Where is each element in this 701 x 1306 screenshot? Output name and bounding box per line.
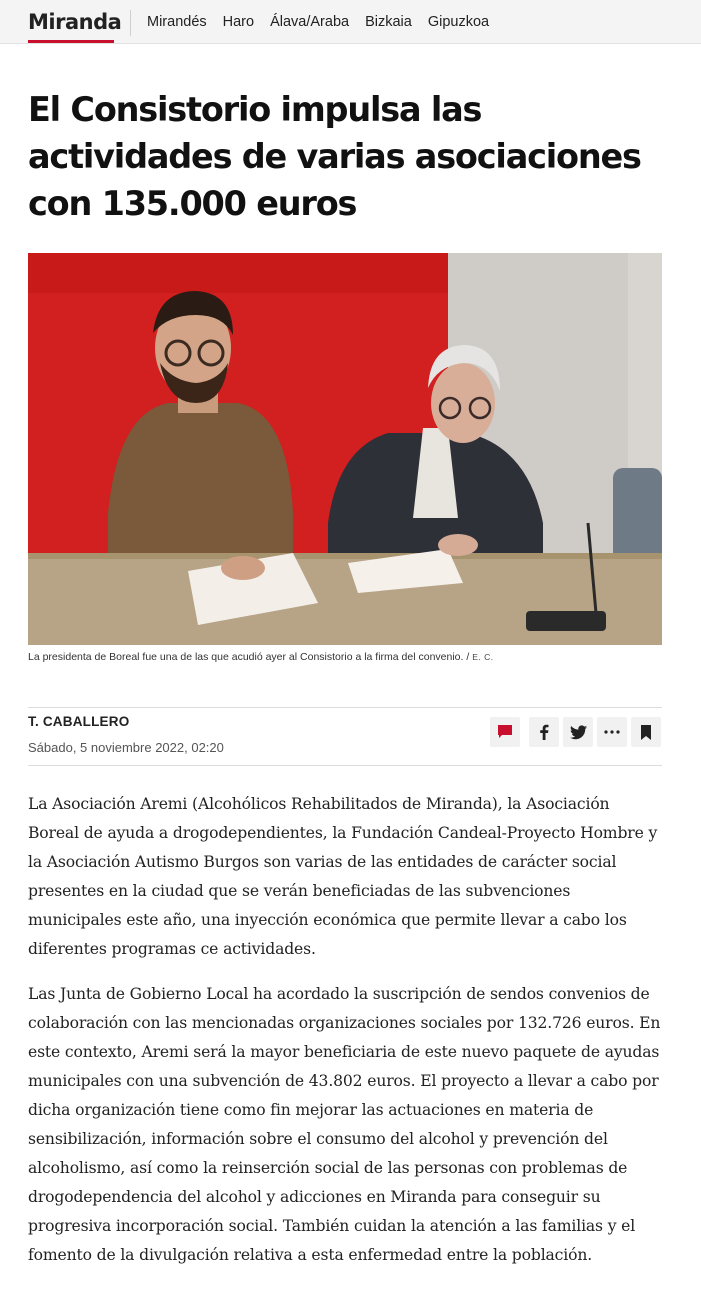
top-navigation (0, 0, 701, 44)
nav-links (147, 14, 505, 30)
section-label[interactable]: Miranda (28, 10, 122, 34)
comment-button[interactable] (490, 717, 520, 747)
more-icon (604, 730, 620, 734)
nav-link-mirandes[interactable]: Mirandés (147, 14, 207, 30)
article-paragraph: La Asociación Aremi (Alcohólicos Rehabilitados de Miranda), la Asociación Boreal de ayuda a drogodependientes, la Fundación Candeal-Proyecto Hombre y la Asociación Autismo Burgos son varias de las entidades de carácter social presentes en la ciudad que se verán beneficiadas de las subvenciones municipales este año, una inyección económica que permite llevar a cabo los diferentes programas ce actividades. (28, 795, 658, 958)
article-photo[interactable] (28, 253, 662, 645)
bookmark-icon (640, 725, 652, 740)
twitter-share-button[interactable] (563, 717, 593, 747)
photo-caption (28, 651, 678, 663)
nav-divider (130, 10, 131, 36)
section-link[interactable] (28, 7, 121, 43)
nav-link-haro[interactable]: Haro (222, 14, 255, 30)
byline-bottom-rule (28, 765, 662, 766)
more-options-button[interactable] (597, 717, 627, 747)
article-author[interactable]: T. CABALLERO (28, 714, 130, 729)
nav-link-bizkaia[interactable]: Bizkaia (365, 14, 412, 30)
byline-top-rule (28, 707, 662, 708)
nav-link-alava[interactable]: Álava/Araba (270, 14, 350, 30)
article-headline: El Consistorio impulsa las actividades de varias asociaciones con 135.000 euros (28, 90, 641, 223)
bookmark-button[interactable] (631, 717, 661, 747)
caption-text: La presidenta de Boreal fue una de las que acudió ayer al Consistorio a la firma del convenio. / (28, 651, 470, 663)
comment-icon (497, 724, 513, 740)
article-date: Sábado, 5 noviembre 2022, 02:20 (28, 740, 224, 755)
facebook-icon (537, 724, 551, 740)
twitter-icon (570, 725, 587, 740)
photo-illustration (28, 253, 662, 645)
section-underline (28, 40, 114, 43)
photo-credit: E. C. (472, 652, 494, 662)
nav-link-gipuzkoa[interactable]: Gipuzkoa (427, 14, 490, 30)
article-paragraph: Las Junta de Gobierno Local ha acordado la suscripción de sendos convenios de colaboración con las mencionadas organizaciones sociales por 132.726 euros. En este contexto, Aremi será la mayor beneficiaria de este nuevo paquete de ayudas municipales con una subvención de 43.802 euros. El proyecto a llevar a cabo por dicha organización tiene como fin mejorar las actuaciones en materia de sensibilización, información sobre el consumo del alcohol y prevención del alcoholismo, así como la reinserción social de las personas con problemas de drogodependencia del alcohol y adicciones en Miranda para conseguir su progresiva incorporación social. También cuidan la atención a las familias y el fomento de la divulgación relativa a esta enfermedad entre la población. (28, 985, 661, 1264)
facebook-share-button[interactable] (529, 717, 559, 747)
